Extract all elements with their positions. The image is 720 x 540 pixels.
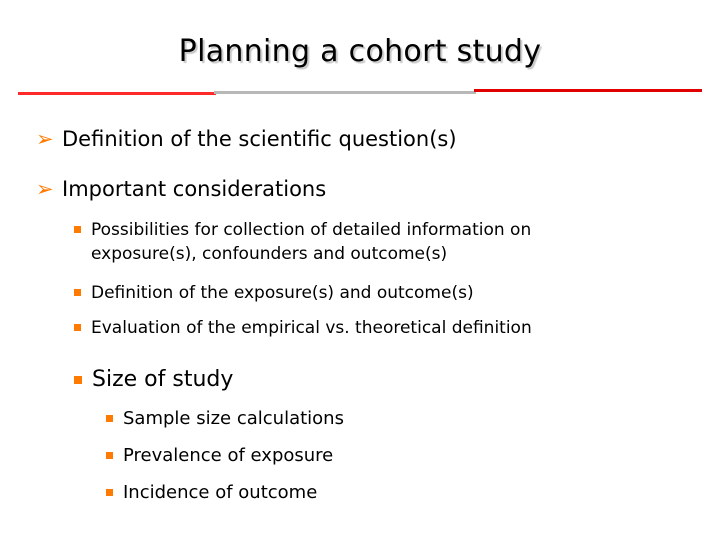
sub-bullet-2 bbox=[74, 281, 474, 305]
sub-sub-bullet-2-text: Prevalence of exposure bbox=[123, 445, 334, 466]
square-bullet-icon bbox=[74, 324, 81, 331]
sub-sub-bullet-3-text: Incidence of outcome bbox=[123, 482, 318, 503]
sub-bullet-3-text: Evaluation of the empirical vs. theoretical definition bbox=[91, 318, 532, 338]
sub-sub-bullet-2 bbox=[106, 444, 333, 468]
slide-title: Planning a cohort study bbox=[178, 34, 542, 69]
title-underline-left bbox=[18, 92, 216, 95]
arrow-bullet-icon: ➢ bbox=[36, 177, 54, 201]
square-bullet-icon bbox=[106, 489, 113, 496]
bullet-1-text: Definition of the scientific question(s) bbox=[62, 127, 457, 151]
sub-bullet-2-text: Definition of the exposure(s) and outcome(s) bbox=[91, 283, 474, 303]
bullet-2-text: Important considerations bbox=[62, 177, 327, 201]
sub-sub-bullet-1 bbox=[106, 407, 344, 431]
sub-sub-bullet-3 bbox=[106, 481, 317, 505]
title-underline-right bbox=[474, 89, 702, 92]
sub-bullet-4 bbox=[74, 366, 233, 394]
sub-bullet-4-text: Size of study bbox=[92, 367, 234, 392]
title-underline-middle bbox=[214, 91, 476, 94]
bullet-2 bbox=[36, 176, 326, 202]
sub-sub-bullet-1-text: Sample size calculations bbox=[123, 408, 344, 429]
sub-bullet-1-line-2: exposure(s), confounders and outcome(s) bbox=[91, 244, 448, 264]
sub-bullet-1-line-1: Possibilities for collection of detailed information on bbox=[91, 220, 532, 240]
square-bullet-icon bbox=[74, 226, 81, 233]
sub-bullet-1 bbox=[74, 218, 531, 266]
square-bullet-icon bbox=[106, 452, 113, 459]
square-bullet-icon bbox=[74, 289, 81, 296]
bullet-1 bbox=[36, 126, 457, 152]
arrow-bullet-icon: ➢ bbox=[36, 127, 54, 151]
square-bullet-icon bbox=[106, 415, 113, 422]
square-bullet-icon bbox=[74, 376, 82, 384]
sub-bullet-3 bbox=[74, 316, 532, 340]
